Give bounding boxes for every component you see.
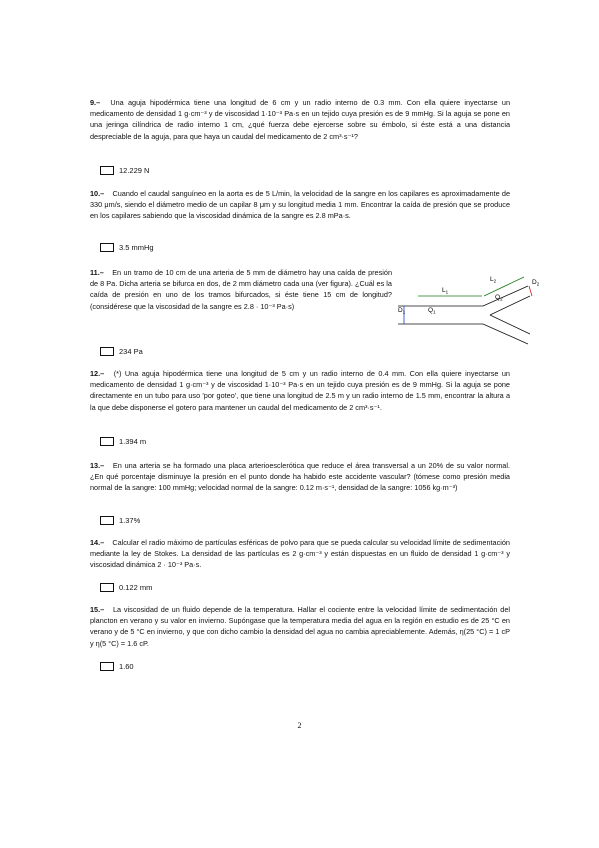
- label-q1: $Q_1$: [428, 307, 436, 315]
- problem-number: 15.–: [90, 605, 105, 614]
- problem-text: (*) Una aguja hipodérmica tiene una longitud de 5 cm y un radio interno de 0.4 mm. Con ella quiere inyectarse un medicamento de densidad 1 g·cm⁻³ y de viscosidad 1·10⁻³ Pa·s en un tejido cuya presión es de 9 mmHg. Si la aguja se pone directamente en un tubo para uso 'por goteo', que tiene una longitud de 2.5 m y un radio interno de 1.5 mm, encontrar la altura a la que debe disponerse el gotero para mantener un caudal del medicamento de 2 cm³·s⁻¹.: [90, 369, 510, 412]
- answer-checkbox[interactable]: [100, 662, 114, 671]
- answer-15: [100, 662, 134, 671]
- problem-number: 9.–: [90, 98, 101, 107]
- label-l1: $L_1$: [442, 287, 449, 295]
- answer-checkbox[interactable]: [100, 347, 114, 356]
- d2-arrow: [529, 286, 532, 296]
- problem-10: [90, 188, 510, 222]
- problem-12: [90, 368, 510, 413]
- problem-text: En un tramo de 10 cm de una arteria de 5 mm de diámetro hay una caída de presión de 8 Pa. Dicha arteria se bifurca en dos, de 2 mm diámetro cada una (ver figura). ¿Cuál es la caída de presión en uno de los tramos bifurcados, si éste tiene 15 cm de longitud? (considérese que la viscosidad de la sangre es 2.8 · 10⁻³ Pa·s): [90, 268, 393, 311]
- problem-text: Cuando el caudal sanguíneo en la aorta es de 5 L/min, la velocidad de la sangre en los capilares es aproximadamente de 330 μm/s, siendo el diámetro medio de un capilar 8 μm y su longitud media 1 mm. Encontrar la caída de presión que se produce en los capilares sabiendo que la viscosidad dinámica de la sangre es 2.8 mPa·s.: [90, 189, 510, 221]
- problem-text: En una arteria se ha formado una placa arterioesclerótica que reduce el área transversal a un 20% de su valor normal. ¿En qué porcentaje disminuye la presión en el punto donde ha habido este accidente vascular? (tómese como presión media normal de la sangre: 100 mmHg; velocidad normal de la sangre: 0.12 m·s⁻¹, densidad de la sangre: 1056 kg·m⁻³): [90, 461, 510, 493]
- label-d2: $D_2$: [532, 279, 540, 287]
- answer-checkbox[interactable]: [100, 516, 114, 525]
- answer-checkbox[interactable]: [100, 437, 114, 446]
- problem-number: 12.–: [90, 369, 105, 378]
- problem-number: 13.–: [90, 461, 105, 470]
- problem-11: [90, 267, 392, 312]
- answer-12: [100, 437, 146, 446]
- problem-9: [90, 97, 510, 142]
- answer-10: [100, 243, 154, 252]
- answer-14: [100, 583, 152, 592]
- answer-value: 12.229 N: [119, 166, 150, 175]
- answer-value: 234 Pa: [119, 347, 143, 356]
- answer-checkbox[interactable]: [100, 166, 114, 175]
- answer-value: 1.394 m: [119, 437, 147, 446]
- problem-13: [90, 460, 510, 494]
- answer-value: 1.37%: [119, 516, 141, 525]
- answer-value: 1.60: [119, 662, 134, 671]
- problem-number: 10.–: [90, 189, 105, 198]
- answer-value: 3.5 mmHg: [119, 243, 154, 252]
- answer-13: [100, 516, 140, 525]
- label-d1: $D_1$: [398, 307, 406, 315]
- answer-11: [100, 347, 143, 356]
- answer-checkbox[interactable]: [100, 583, 114, 592]
- problem-15: [90, 604, 510, 649]
- label-q2: $Q_2$: [495, 294, 503, 302]
- artery-bifurcation-figure: [398, 266, 546, 346]
- branch-walls: [483, 286, 530, 344]
- answer-checkbox[interactable]: [100, 243, 114, 252]
- page-number: 2: [297, 721, 302, 730]
- answer-value: 0.122 mm: [119, 583, 153, 592]
- problem-number: 14.–: [90, 538, 105, 547]
- problem-text: Calcular el radio máximo de partículas esféricas de polvo para que se pueda calcular su velocidad límite de sedimentación mediante la ley de Stokes. La densidad de las partículas es 2 g·cm⁻³ y están dispuestas en un fluido de densidad 1 g·cm⁻³ y viscosidad dinámica 2 · 10⁻³ Pa·s.: [90, 538, 510, 570]
- problem-14: [90, 537, 510, 571]
- answer-9: [100, 166, 149, 175]
- problem-text: La viscosidad de un fluido depende de la temperatura. Hallar el cociente entre la velocidad límite de sedimentación del plancton en verano y su valor en invierno. Supóngase que la temperatura media del agua en la región en estudio es de 25 °C en verano y de 5 °C en invierno, y que con dicho cambio la densidad del agua no cambia apreciablemente. Además, η(25 °C) = 1 cP y η(5 °C) = 1.6 cP.: [90, 605, 510, 648]
- problem-text: Una aguja hipodérmica tiene una longitud de 6 cm y un radio interno de 0.3 mm. Con ella quiere inyectarse un medicamento de densidad 1 g·cm⁻³ y de viscosidad 1·10⁻³ Pa·s en un tejido cuya presión es de 9 mmHg. Si la aguja se pone en una jeringa cilíndrica de radio interno 1 cm, ¿qué fuerza debe ejercerse sobre su émbolo, si éste está a una distancia despreciable de la aguja, para que haya un caudal del medicamento de 2 cm³·s⁻¹?: [90, 98, 510, 141]
- problem-number: 11.–: [90, 268, 104, 277]
- label-l2: $L_2$: [490, 276, 497, 284]
